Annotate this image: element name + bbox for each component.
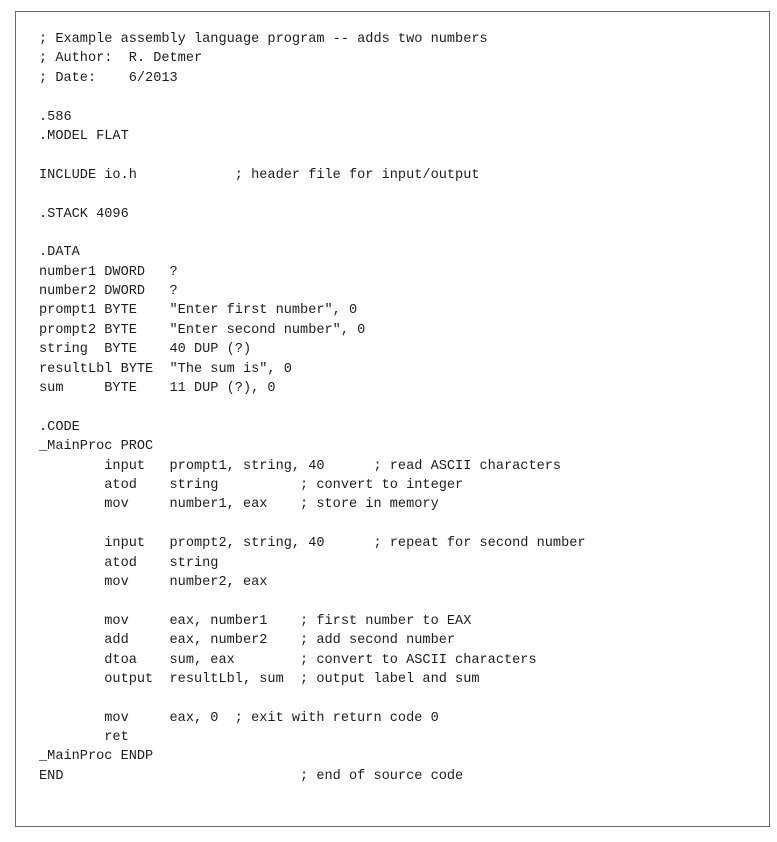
code-line: .STACK 4096 <box>39 206 129 222</box>
code-line: atod string ; convert to integer <box>39 477 464 493</box>
code-line: output resultLbl, sum ; output label and sum <box>39 671 480 687</box>
code-line: .CODE <box>39 419 80 435</box>
code-line: input prompt2, string, 40 ; repeat for second number <box>39 536 586 552</box>
code-line <box>39 515 586 534</box>
code-line: .DATA <box>39 245 80 261</box>
code-line: ; Example assembly language program -- adds two numbers <box>39 32 488 47</box>
code-line: string BYTE 40 DUP (?) <box>39 342 252 358</box>
code-listing <box>39 30 586 786</box>
code-line <box>39 88 586 107</box>
code-line: _MainProc ENDP <box>39 749 154 765</box>
code-line: add eax, number2 ; add second number <box>39 633 456 649</box>
code-line: dtoa sum, eax ; convert to ASCII characters <box>39 652 537 668</box>
code-line <box>39 592 586 611</box>
code-line: ; Date: 6/2013 <box>39 70 178 86</box>
code-line: mov number2, eax <box>39 574 268 590</box>
code-line <box>39 185 586 204</box>
code-line: prompt2 BYTE "Enter second number", 0 <box>39 322 366 338</box>
code-line: ; Author: R. Detmer <box>39 51 203 67</box>
code-line: ret <box>39 730 129 746</box>
code-line: mov eax, 0 ; exit with return code 0 <box>39 710 439 726</box>
code-line: .MODEL FLAT <box>39 128 129 144</box>
code-listing-frame <box>15 11 770 827</box>
code-line <box>39 398 586 417</box>
code-line: sum BYTE 11 DUP (?), 0 <box>39 381 276 397</box>
code-line <box>39 146 586 165</box>
code-line: END ; end of source code <box>39 768 464 784</box>
code-line: INCLUDE io.h ; header file for input/output <box>39 167 480 183</box>
code-line <box>39 689 586 708</box>
code-line: mov eax, number1 ; first number to EAX <box>39 613 472 629</box>
code-line: resultLbl BYTE "The sum is", 0 <box>39 361 292 377</box>
code-line <box>39 224 586 243</box>
code-line: atod string <box>39 555 219 571</box>
code-line: mov number1, eax ; store in memory <box>39 497 439 513</box>
code-line: number1 DWORD ? <box>39 264 178 280</box>
code-line: input prompt1, string, 40 ; read ASCII characters <box>39 458 562 474</box>
code-line: prompt1 BYTE "Enter first number", 0 <box>39 303 358 319</box>
code-line: _MainProc PROC <box>39 439 154 455</box>
code-line: .586 <box>39 109 72 125</box>
code-line: number2 DWORD ? <box>39 284 178 300</box>
